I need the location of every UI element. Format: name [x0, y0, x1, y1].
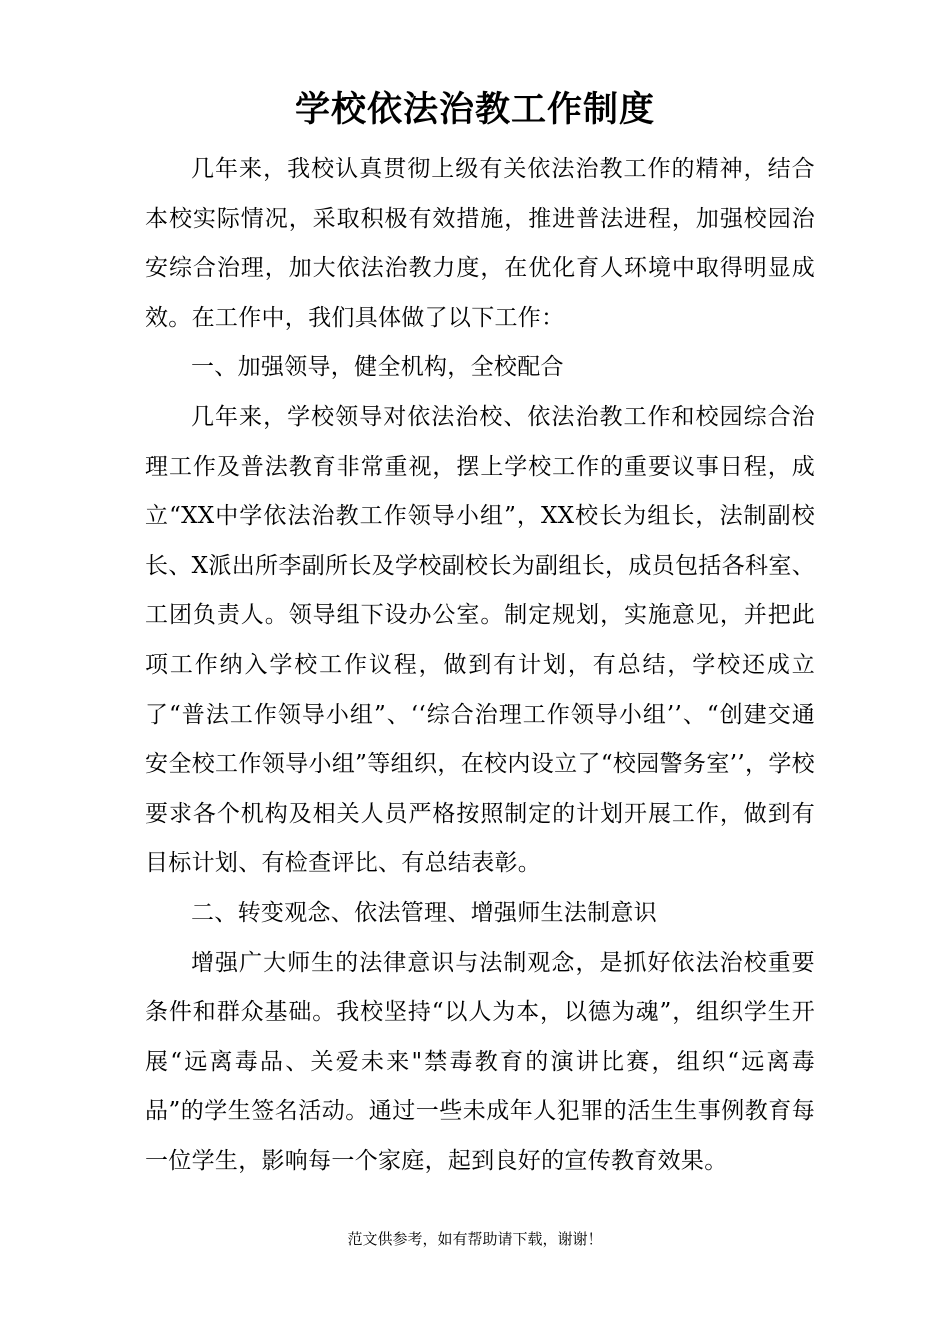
paragraph-section-2: 增强广大师生的法律意识与法制观念，是抓好依法治校重要条件和群众基础。我校坚持“以人为本，以德为魂”，组织学生开展“远离毒品、关爱未来"禁毒教育的演讲比赛，组织“远离毒品”的学生签名活动。通过一些未成年人犯罪的活生生事例教育每一位学生，影响每一个家庭，起到良好的宣传教育效果。	[145, 949, 815, 1174]
section-heading-2: 二、转变观念、依法管理、增强师生法制意识	[191, 899, 657, 926]
document-body	[145, 145, 815, 1186]
paragraph-intro: 几年来，我校认真贯彻上级有关依法治教工作的精神，结合本校实际情况，采取积极有效措施，推进普法进程，加强校园治安综合治理，加大依法治教力度，在优化育人环境中取得明显成效。在工作中，我们具体做了以下工作：	[145, 156, 815, 331]
paragraph-section-1: 几年来，学校领导对依法治校、依法治教工作和校园综合治理工作及普法教育非常重视，摆上学校工作的重要议事日程，成立“XX中学依法治教工作领导小组”，XX校长为组长，法制副校长、X派出所李副所长及学校副校长为副组长，成员包括各科室、工团负责人。领导组下设办公室。制定规划，实施意见，并把此项工作纳入学校工作议程，做到有计划，有总结，学校还成立了“普法工作领导小组”、‘‘综合治理工作领导小组’’、“创建交通安全校工作领导小组”等组织，在校内设立了“校园警务室’’，学校要求各个机构及相关人员严格按照制定的计划开展工作，做到有目标计划、有检查评比、有总结表彰。	[145, 403, 815, 877]
page-footer-note: 范文供参考，如有帮助请下载，谢谢！	[347, 1230, 603, 1248]
document-title: 学校依法治教工作制度	[294, 89, 655, 130]
section-heading-1: 一、加强领导，健全机构，全校配合	[191, 354, 564, 381]
